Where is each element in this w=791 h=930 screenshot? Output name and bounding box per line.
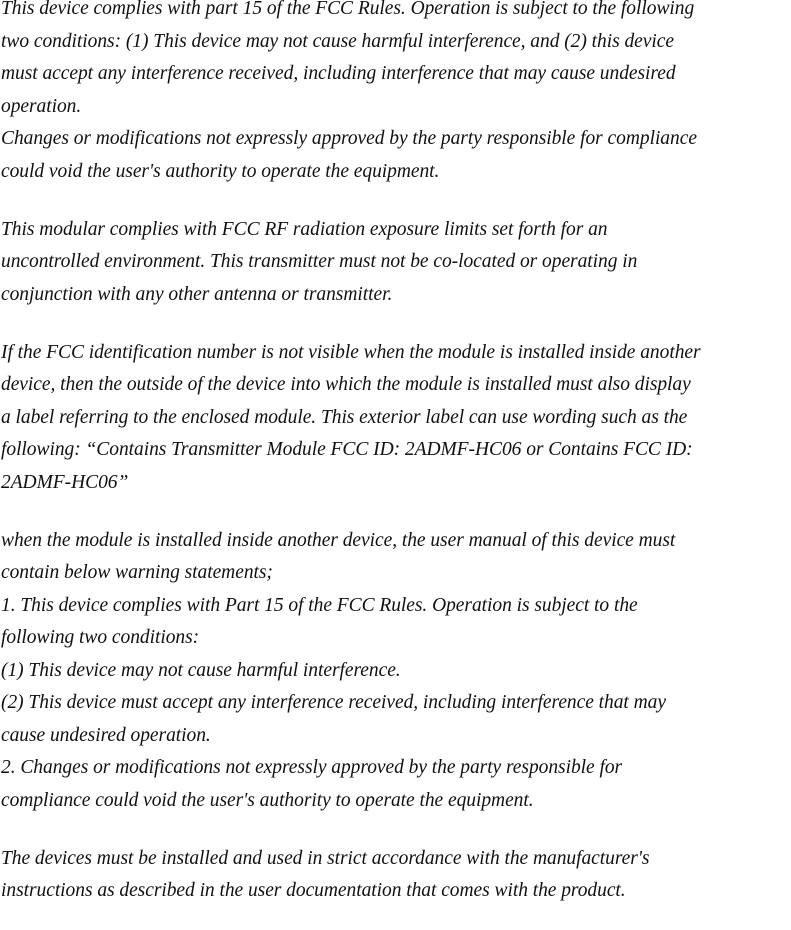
- text-line: (1) This device may not cause harmful interference.: [1, 659, 401, 681]
- text-line: a label referring to the enclosed module. This exterior label can use wording such as the: [1, 406, 688, 428]
- text-line: must accept any interference received, including interference that may cause undesired: [1, 63, 676, 84]
- text-line: conjunction with any other antenna or transmitter.: [1, 283, 393, 305]
- text-line: following two conditions:: [1, 627, 200, 648]
- text-line: instructions as described in the user documentation that comes with the product.: [1, 880, 626, 901]
- text-line: uncontrolled environment. This transmitter must not be co-located or operating in: [1, 251, 638, 272]
- paragraph-fcc-id-label: [1, 337, 791, 500]
- text-line: (2) This device must accept any interference received, including interference that may: [1, 692, 666, 713]
- text-line: contain below warning statements;: [1, 562, 273, 583]
- text-line: following: “Contains Transmitter Module FCC ID: 2ADMF-HC06 or Contains FCC ID:: [1, 439, 693, 460]
- paragraph-installation: [1, 843, 791, 908]
- text-line: This device complies with part 15 of the FCC Rules. Operation is subject to the following: [1, 0, 695, 19]
- text-line: If the FCC identification number is not visible when the module is installed inside another: [1, 341, 701, 363]
- paragraph-fcc-part15: [1, 0, 791, 188]
- text-line: 2ADMF-HC06”: [1, 471, 129, 493]
- paragraph-rf-exposure: [1, 214, 791, 312]
- text-line: This modular complies with FCC RF radiation exposure limits set forth for an: [1, 218, 608, 240]
- text-line: two conditions: (1) This device may not cause harmful interference, and (2) this device: [1, 30, 674, 52]
- text-line: 2. Changes or modifications not expressly approved by the party responsible for: [1, 757, 623, 778]
- text-line: The devices must be installed and used in strict accordance with the manufacturer's: [1, 847, 650, 869]
- text-line: operation.: [1, 95, 82, 117]
- paragraph-warning-statements: [1, 525, 791, 818]
- text-line: cause undesired operation.: [1, 724, 211, 746]
- text-line: could void the user's authority to operate the equipment.: [1, 160, 440, 182]
- text-line: when the module is installed inside another device, the user manual of this device must: [1, 529, 676, 551]
- text-line: Changes or modifications not expressly approved by the party responsible for compliance: [1, 128, 697, 149]
- text-line: compliance could void the user's authority to operate the equipment.: [1, 789, 534, 811]
- text-line: device, then the outside of the device into which the module is installed must also display: [1, 374, 691, 395]
- text-line: 1. This device complies with Part 15 of the FCC Rules. Operation is subject to the: [1, 594, 638, 616]
